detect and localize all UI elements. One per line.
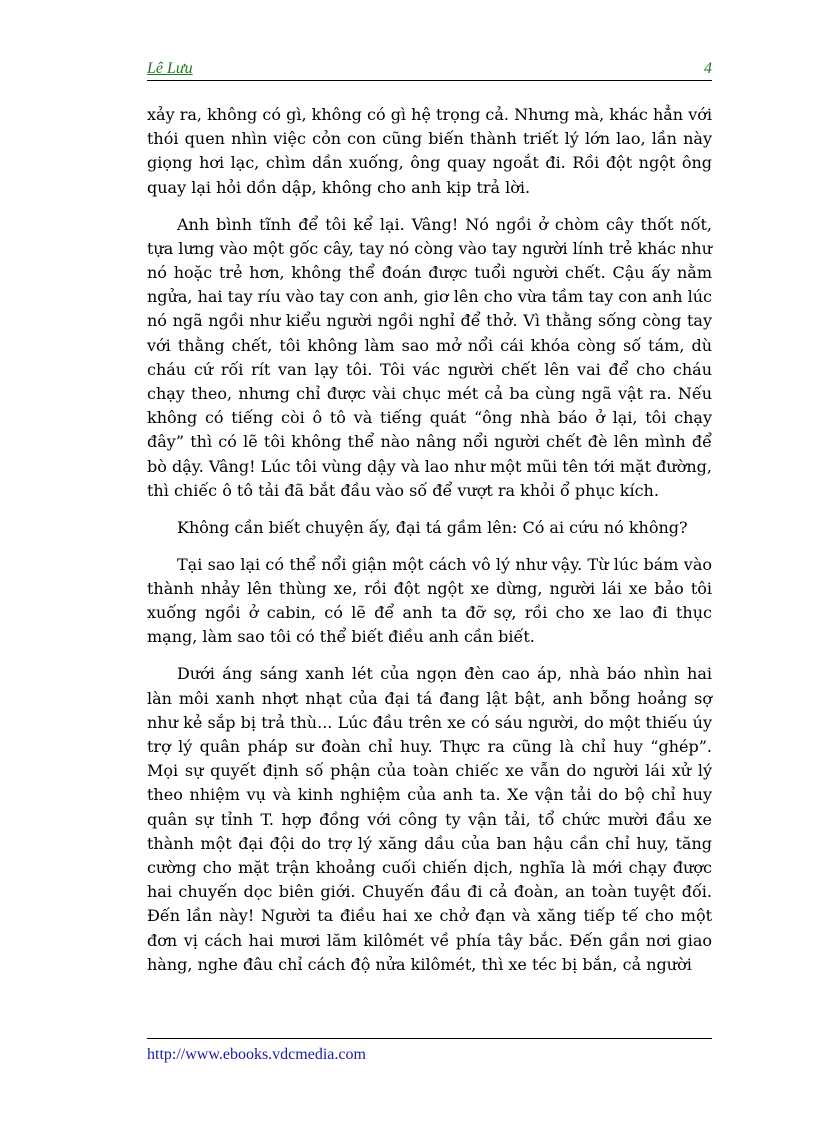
paragraph-3: Không cần biết chuyện ấy, đại tá gầm lên: Có ai cứu nó không? (177, 517, 688, 537)
body-text (147, 103, 712, 1023)
paragraph-1: xảy ra, không có gì, không có gì hệ trọng cả. Nhưng mà, khác hẳn với thói quen nhìn việc cỏn con cũng biến thành triết lý lớn lao, lần này giọng hơi lạc, chìm dần xuống, ông quay ngoắt đi. Rồi đột ngột ông quay lại hỏi dồn dập, không cho anh kịp trả lời. (147, 105, 712, 197)
page-header (147, 58, 712, 81)
author-name: Lê Lưu (147, 60, 193, 77)
footer-url-link[interactable]: http://www.ebooks.vdcmedia.com (147, 1046, 366, 1063)
paragraph-4: Tại sao lại có thể nổi giận một cách vô lý như vậy. Từ lúc bám vào thành nhảy lên thùng xe, rồi đột ngột xe dừng, người lái xe bảo tôi xuống ngồi ở cabin, có lẽ để anh ta đỡ sợ, rồi cho xe lao đi thục mạng, làm sao tôi có thể biết điều anh cần biết. (147, 554, 712, 647)
paragraph-5: Dưới áng sáng xanh lét của ngọn đèn cao áp, nhà báo nhìn hai làn môi xanh nhợt nhạt của đại tá đang lật bật, anh bỗng hoảng sợ như kẻ sắp bị trả thù... Lúc đầu trên xe có sáu người, do một thiếu úy trợ lý quân pháp sư đoàn chỉ huy. Thực ra cũng là chỉ huy “ghép”. Mọi sự quyết định số phận của toàn chiếc xe vẫn do người lái xử lý theo nhiệm vụ và kinh nghiệm của anh ta. Xe vận tải do bộ chỉ huy quân sự tỉnh T. hợp đồng với công ty vận tải, tổ chức mười đầu xe thành một đại đội do trợ lý xăng dầu của ban hậu cần chỉ huy, tăng cường cho mặt trận khoảng cuối chiến dịch, nghĩa là mới chạy được hai chuyến dọc biên giới. Chuyến đầu đi cả đoàn, an toàn tuyệt đối. Đến lần này! Người ta điều hai xe chở đạn và xăng tiếp tế cho một đơn vị cách hai mươi lăm kilômét về phía tây bắc. Đến gần nơi giao hàng, nghe đâu chỉ cách độ nửa kilômét, thì xe téc bị bắn, cả người (147, 664, 712, 974)
page-number: 4 (704, 60, 712, 77)
page-footer (147, 1038, 712, 1064)
paragraph-2: Anh bình tĩnh để tôi kể lại. Vâng! Nó ngồi ở chòm cây thốt nốt, tựa lưng vào một gốc cây, tay nó còng vào tay người lính trẻ khác như nó hoặc trẻ hơn, không thể đoán được tuổi người chết. Cậu ấy nằm ngửa, hai tay ríu vào tay con anh, giơ lên cho vừa tầm tay con anh lúc nó ngã ngồi như kiểu người ngồi nghỉ để thở. Vì thằng sống còng tay với thằng chết, tôi không làm sao mở nổi cái khóa còng số tám, dù cháu cứ rối rít van lạy tôi. Tôi vác người chết lên vai để cho cháu chạy theo, nhưng chỉ được vài chục mét cả ba cùng ngã vật ra. Nếu không có tiếng còi ô tô và tiếng quát “ông nhà báo ở lại, tôi chạy đây” thì có lẽ tôi không thể nào nâng nổi người chết đè lên mình để bò dậy. Vâng! Lúc tôi vùng dậy và lao như một mũi tên tới mặt đường, thì chiếc ô tô tải đã bắt đầu vào số để vượt ra khỏi ổ phục kích. (147, 214, 712, 500)
